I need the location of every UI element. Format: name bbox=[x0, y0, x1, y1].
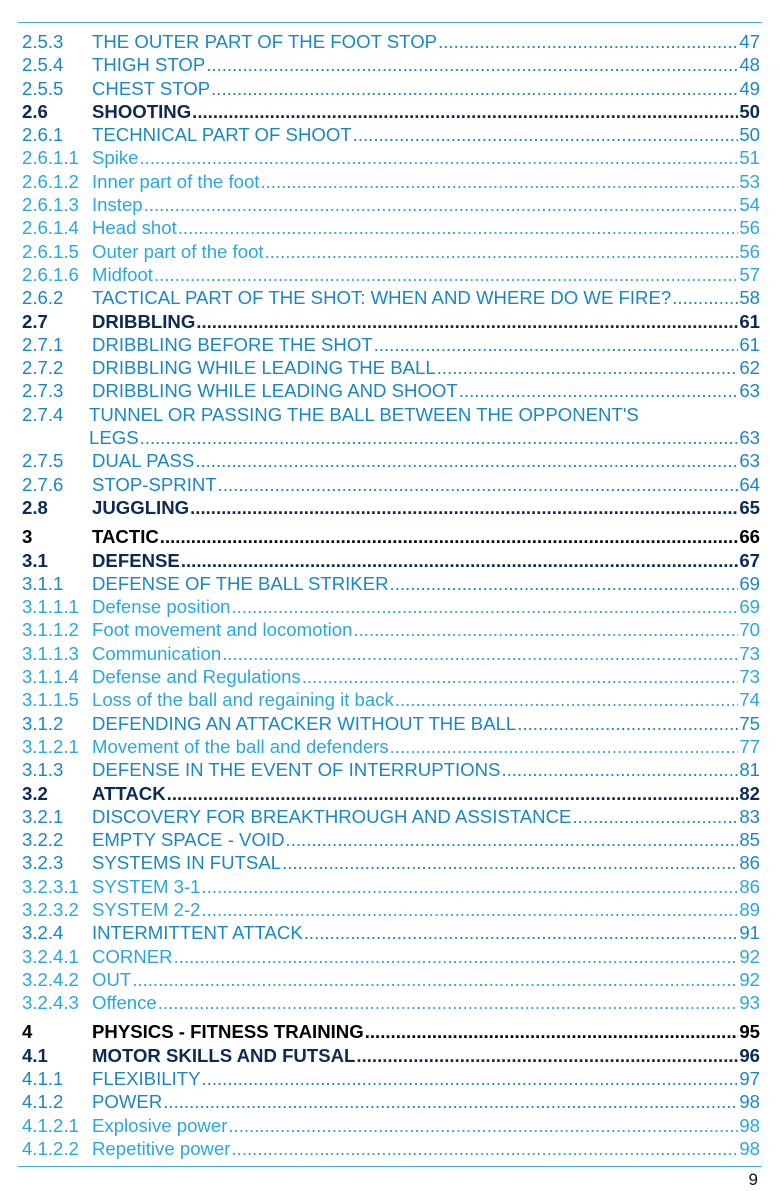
toc-leader-dots bbox=[144, 193, 739, 216]
toc-entry-page: 73 bbox=[739, 642, 760, 664]
toc-entry[interactable] bbox=[22, 449, 760, 472]
toc-entry-title: STOP-SPRINT bbox=[92, 473, 217, 495]
toc-leader-dots bbox=[181, 549, 738, 572]
toc-entry[interactable] bbox=[22, 898, 760, 921]
toc-entry-title: POWER bbox=[92, 1091, 163, 1113]
toc-entry-page: 98 bbox=[739, 1091, 760, 1113]
toc-entry-page: 54 bbox=[739, 194, 760, 216]
toc-entry-page: 63 bbox=[739, 450, 760, 472]
toc-entry-page: 50 bbox=[739, 124, 760, 146]
toc-leader-dots bbox=[222, 642, 738, 665]
toc-entry-page: 81 bbox=[739, 759, 760, 781]
toc-entry-page: 67 bbox=[739, 549, 760, 571]
toc-entry-number: 3.2.3.2 bbox=[22, 898, 79, 920]
toc-entry-page: 63 bbox=[739, 380, 760, 402]
toc-entry-number: 3.1.2 bbox=[22, 712, 64, 734]
toc-entry[interactable] bbox=[22, 356, 760, 379]
toc-leader-dots bbox=[178, 216, 739, 239]
toc-leader-dots bbox=[202, 1067, 739, 1090]
toc-entry-page: 53 bbox=[739, 170, 760, 192]
toc-leader-dots bbox=[390, 735, 739, 758]
toc-entry-page: 51 bbox=[739, 147, 760, 169]
toc-entry[interactable] bbox=[22, 688, 760, 711]
toc-leader-dots bbox=[158, 991, 739, 1014]
toc-entry-title: THIGH STOP bbox=[92, 54, 206, 76]
toc-entry-number: 2.7 bbox=[22, 310, 48, 332]
toc-entry[interactable] bbox=[22, 851, 760, 874]
toc-entry-number: 3.2.4.3 bbox=[22, 992, 79, 1014]
toc-leader-dots bbox=[282, 851, 738, 874]
toc-entry-number: 4.1.2.2 bbox=[22, 1137, 79, 1159]
toc-entry-number: 3.2.4.2 bbox=[22, 968, 79, 990]
toc-entry-title: Midfoot bbox=[92, 263, 153, 285]
toc-entry[interactable] bbox=[22, 216, 760, 239]
toc-entry-page: 69 bbox=[739, 572, 760, 594]
toc-entry-page: 63 bbox=[739, 427, 760, 449]
toc-leader-dots bbox=[190, 496, 738, 519]
toc-leader-dots bbox=[160, 525, 739, 548]
toc-entry-number: 3.2.3 bbox=[22, 852, 64, 874]
toc-entry-number: 4.1 bbox=[22, 1044, 48, 1066]
toc-entry[interactable] bbox=[22, 805, 760, 828]
toc-entry-title: Defense and Regulations bbox=[92, 666, 301, 688]
toc-entry-title: DISCOVERY FOR BREAKTHROUGH AND ASSISTANCE bbox=[92, 805, 572, 827]
toc-leader-dots bbox=[192, 100, 738, 123]
toc-leader-dots bbox=[232, 595, 739, 618]
toc-entry-title: Spike bbox=[92, 147, 139, 169]
toc-entry[interactable] bbox=[22, 945, 760, 968]
toc-entry-title: Head shot bbox=[92, 217, 177, 239]
toc-leader-dots bbox=[356, 1044, 738, 1067]
toc-leader-dots bbox=[517, 712, 738, 735]
toc-leader-dots bbox=[395, 688, 738, 711]
toc-entry-number: 2.7.5 bbox=[22, 450, 64, 472]
toc-entry[interactable] bbox=[22, 263, 760, 286]
toc-entry-title: DRIBBLING WHILE LEADING AND SHOOT bbox=[92, 380, 458, 402]
toc-leader-dots bbox=[211, 77, 738, 100]
toc-entry-page: 56 bbox=[739, 240, 760, 262]
toc-entry-number: 3.2.4.1 bbox=[22, 945, 79, 967]
toc-leader-dots bbox=[365, 1020, 739, 1043]
toc-entry-page: 86 bbox=[739, 852, 760, 874]
toc-entry[interactable] bbox=[22, 333, 760, 356]
toc-entry-number: 2.6 bbox=[22, 100, 48, 122]
toc-leader-dots bbox=[304, 921, 739, 944]
toc-entry-title: Instep bbox=[92, 194, 143, 216]
toc-entry[interactable] bbox=[22, 1137, 760, 1160]
toc-entry-page: 65 bbox=[739, 496, 760, 518]
toc-entry-page: 49 bbox=[739, 77, 760, 99]
toc-entry[interactable] bbox=[22, 146, 760, 169]
toc-entry[interactable] bbox=[22, 642, 760, 665]
toc-entry-number: 2.7.4 bbox=[22, 403, 64, 425]
toc-entry-title: INTERMITTENT ATTACK bbox=[92, 922, 303, 944]
toc-entry-title: DEFENSE OF THE BALL STRIKER bbox=[92, 572, 389, 594]
page-number: 9 bbox=[748, 1170, 758, 1189]
toc-entry[interactable] bbox=[22, 1067, 760, 1090]
toc-entry[interactable] bbox=[22, 496, 760, 519]
toc-entry-number: 3.2.1 bbox=[22, 805, 64, 827]
toc-entry-page: 97 bbox=[739, 1068, 760, 1090]
toc-entry-number: 3.2.3.1 bbox=[22, 875, 79, 897]
toc-entry-title: TACTIC bbox=[92, 526, 159, 548]
toc-entry-number: 4.1.2.1 bbox=[22, 1114, 79, 1136]
top-rule bbox=[18, 22, 762, 23]
toc-entry-title: OUT bbox=[92, 968, 132, 990]
toc-entry-number: 3.2.4 bbox=[22, 922, 64, 944]
toc-entry[interactable] bbox=[22, 549, 760, 572]
toc-entry[interactable] bbox=[22, 572, 760, 595]
toc-entry-page: 61 bbox=[739, 333, 760, 355]
toc-entry[interactable] bbox=[22, 1114, 760, 1137]
toc-entry-number: 4 bbox=[22, 1021, 33, 1043]
toc-entry-title: CORNER bbox=[92, 945, 173, 967]
toc-entry[interactable] bbox=[22, 525, 760, 548]
toc-entry-page: 48 bbox=[739, 54, 760, 76]
toc-entry-number: 3.2 bbox=[22, 782, 48, 804]
toc-entry[interactable] bbox=[22, 991, 760, 1014]
toc-leader-dots bbox=[572, 805, 738, 828]
toc-entry-page: 50 bbox=[739, 100, 760, 122]
toc-entry-number: 3.1.1.5 bbox=[22, 689, 79, 711]
toc-entry-number: 2.6.1.4 bbox=[22, 217, 79, 239]
toc-entry-title: CHEST STOP bbox=[92, 77, 211, 99]
toc-entry-page: 70 bbox=[739, 619, 760, 641]
toc-leader-dots bbox=[437, 356, 739, 379]
toc-entry[interactable] bbox=[22, 735, 760, 758]
toc-entry-title: TACTICAL PART OF THE SHOT: WHEN AND WHERE DO WE FIRE? bbox=[92, 287, 672, 309]
toc-entry-number: 3 bbox=[22, 526, 33, 548]
toc-entry-title: DRIBBLING WHILE LEADING THE BALL bbox=[92, 357, 436, 379]
toc-entry-title: Repetitive power bbox=[92, 1137, 231, 1159]
toc-entry-title: MOTOR SKILLS AND FUTSAL bbox=[92, 1044, 356, 1066]
toc-entry[interactable] bbox=[22, 77, 760, 100]
toc-entry-page: 58 bbox=[739, 287, 760, 309]
toc-leader-dots bbox=[228, 1114, 738, 1137]
toc-entry-page: 62 bbox=[739, 357, 760, 379]
toc-entry-number: 2.5.3 bbox=[22, 31, 64, 52]
toc-entry-number: 2.6.1 bbox=[22, 124, 64, 146]
toc-entry-page: 73 bbox=[739, 666, 760, 688]
toc-entry-page: 95 bbox=[739, 1021, 760, 1043]
toc-entry-number: 2.6.1.2 bbox=[22, 170, 79, 192]
toc-entry-number: 3.1 bbox=[22, 549, 48, 571]
toc-entry-title: THE OUTER PART OF THE FOOT STOP bbox=[92, 31, 438, 52]
toc-entry-number: 2.6.2 bbox=[22, 287, 64, 309]
toc-entry-page: 75 bbox=[739, 712, 760, 734]
toc-leader-dots bbox=[154, 263, 738, 286]
toc-entry-number: 4.1.2 bbox=[22, 1091, 64, 1113]
toc-entry-number: 2.5.5 bbox=[22, 77, 64, 99]
toc-entry-page: 69 bbox=[739, 596, 760, 618]
toc-entry[interactable] bbox=[22, 193, 760, 216]
toc-entry-page: 82 bbox=[739, 782, 760, 804]
toc-leader-dots bbox=[132, 968, 738, 991]
toc-entry[interactable] bbox=[22, 240, 760, 263]
toc-entry-number: 2.8 bbox=[22, 496, 48, 518]
toc-entry[interactable] bbox=[22, 968, 760, 991]
toc-leader-dots bbox=[459, 379, 739, 402]
toc-leader-dots bbox=[202, 875, 739, 898]
toc-leader-dots bbox=[140, 426, 739, 449]
toc-entry-page: 47 bbox=[739, 31, 760, 52]
toc-entry-page: 92 bbox=[739, 968, 760, 990]
toc-leader-dots bbox=[286, 828, 739, 851]
toc-entry-number: 2.7.1 bbox=[22, 333, 64, 355]
toc-entry-title: Defense position bbox=[92, 596, 231, 618]
toc-entry-number: 2.6.1.5 bbox=[22, 240, 79, 262]
toc-entry-continuation[interactable] bbox=[22, 426, 760, 449]
toc-entry-title: SYSTEM 3-1 bbox=[92, 875, 201, 897]
toc-leader-dots bbox=[672, 286, 738, 309]
toc-entry-page: 64 bbox=[739, 473, 760, 495]
toc-entry-page: 56 bbox=[739, 217, 760, 239]
toc-leader-dots bbox=[438, 30, 738, 53]
toc-leader-dots bbox=[206, 53, 738, 76]
toc-entry-number: 3.1.1.3 bbox=[22, 642, 79, 664]
toc-entry-title-cont: LEGS bbox=[89, 427, 139, 449]
toc-entry-title: PHYSICS - FITNESS TRAINING bbox=[92, 1021, 364, 1043]
toc-entry-title: SYSTEM 2-2 bbox=[92, 898, 201, 920]
toc-entry-title: Foot movement and locomotion bbox=[92, 619, 353, 641]
toc-entry-title: DRIBBLING BEFORE THE SHOT bbox=[92, 333, 373, 355]
toc-entry-title: Offence bbox=[92, 992, 157, 1014]
toc-entry-title: DRIBBLING bbox=[92, 310, 196, 332]
toc-entry-page: 66 bbox=[739, 526, 760, 548]
toc-entry-number: 3.1.2.1 bbox=[22, 735, 79, 757]
toc-leader-dots bbox=[353, 123, 739, 146]
toc-entry-title: Movement of the ball and defenders bbox=[92, 735, 389, 757]
toc-entry-page: 74 bbox=[739, 689, 760, 711]
toc-leader-dots bbox=[374, 333, 739, 356]
toc-entry[interactable] bbox=[22, 1090, 760, 1113]
toc-entry-page: 86 bbox=[739, 875, 760, 897]
toc-entry-number: 3.1.1.1 bbox=[22, 596, 79, 618]
toc-leader-dots bbox=[174, 945, 739, 968]
toc-entry-title: SHOOTING bbox=[92, 100, 192, 122]
toc-entry[interactable] bbox=[22, 53, 760, 76]
toc-entry-title: ATTACK bbox=[92, 782, 166, 804]
toc-entry[interactable] bbox=[22, 403, 760, 426]
toc-entry-title: EMPTY SPACE - VOID bbox=[92, 829, 285, 851]
toc-entry-number: 3.1.1.2 bbox=[22, 619, 79, 641]
toc-entry[interactable] bbox=[22, 286, 760, 309]
toc-entry-title: DUAL PASS bbox=[92, 450, 195, 472]
toc-entry-title: TUNNEL OR PASSING THE BALL BETWEEN THE OPPONENT'S bbox=[89, 403, 639, 425]
toc-leader-dots bbox=[501, 758, 738, 781]
toc-entry-title: Inner part of the foot bbox=[92, 170, 260, 192]
toc-entry[interactable] bbox=[22, 473, 760, 496]
toc-entry-number: 2.6.1.1 bbox=[22, 147, 79, 169]
toc-leader-dots bbox=[167, 782, 739, 805]
toc-entry[interactable] bbox=[22, 1044, 760, 1067]
toc-entry[interactable] bbox=[22, 782, 760, 805]
toc-entry-page: 91 bbox=[739, 922, 760, 944]
toc-entry-title: SYSTEMS IN FUTSAL bbox=[92, 852, 282, 874]
toc-entry-title: DEFENDING AN ATTACKER WITHOUT THE BALL bbox=[92, 712, 517, 734]
toc-entry-number: 3.1.1 bbox=[22, 572, 64, 594]
toc-entry-page: 77 bbox=[739, 735, 760, 757]
toc-leader-dots bbox=[302, 665, 739, 688]
toc-entry-title: Communication bbox=[92, 642, 222, 664]
toc-leader-dots bbox=[218, 473, 739, 496]
toc-entry-page: 85 bbox=[739, 829, 760, 851]
toc-entry-number: 2.7.6 bbox=[22, 473, 64, 495]
toc-entry-number: 2.7.2 bbox=[22, 357, 64, 379]
bottom-rule bbox=[18, 1166, 762, 1167]
toc-entry[interactable] bbox=[22, 665, 760, 688]
toc-entry-page: 89 bbox=[739, 898, 760, 920]
toc-entry[interactable] bbox=[22, 170, 760, 193]
toc-leader-dots bbox=[390, 572, 739, 595]
toc-entry-title: TECHNICAL PART OF SHOOT bbox=[92, 124, 352, 146]
toc-entry[interactable] bbox=[22, 875, 760, 898]
toc-entry[interactable] bbox=[22, 595, 760, 618]
toc-leader-dots bbox=[260, 170, 738, 193]
toc-entry-page: 92 bbox=[739, 945, 760, 967]
toc-leader-dots bbox=[265, 240, 739, 263]
toc-entry-number: 2.6.1.6 bbox=[22, 263, 79, 285]
toc-leader-dots bbox=[195, 449, 738, 472]
toc-entry[interactable] bbox=[22, 758, 760, 781]
toc-leader-dots bbox=[202, 898, 739, 921]
toc-leader-dots bbox=[232, 1137, 739, 1160]
toc-entry-page: 83 bbox=[739, 805, 760, 827]
toc-entry-page: 96 bbox=[739, 1044, 760, 1066]
toc-entry-number: 2.6.1.3 bbox=[22, 194, 79, 216]
toc-entry[interactable] bbox=[22, 100, 760, 123]
toc-entry[interactable] bbox=[22, 310, 760, 333]
toc-entry[interactable] bbox=[22, 1020, 760, 1043]
toc-entry-title: DEFENSE bbox=[92, 549, 180, 571]
toc-entry-number: 4.1.1 bbox=[22, 1068, 64, 1090]
toc-entry[interactable] bbox=[22, 921, 760, 944]
toc-entry-title: FLEXIBILITY bbox=[92, 1068, 201, 1090]
toc-entry[interactable] bbox=[22, 712, 760, 735]
toc-entry-title: JUGGLING bbox=[92, 496, 190, 518]
toc-entry[interactable] bbox=[22, 30, 760, 53]
toc-entry-page: 61 bbox=[739, 310, 760, 332]
toc-leader-dots bbox=[140, 146, 739, 169]
toc-entry-page: 57 bbox=[739, 263, 760, 285]
toc-entry-title: Outer part of the foot bbox=[92, 240, 264, 262]
table-of-contents bbox=[22, 30, 760, 1160]
toc-entry-number: 3.2.2 bbox=[22, 829, 64, 851]
toc-entry-title: Loss of the ball and regaining it back bbox=[92, 689, 394, 711]
toc-entry[interactable] bbox=[22, 379, 760, 402]
toc-entry[interactable] bbox=[22, 123, 760, 146]
toc-entry-page: 98 bbox=[739, 1114, 760, 1136]
toc-entry-number: 2.7.3 bbox=[22, 380, 64, 402]
toc-leader-dots bbox=[196, 310, 738, 333]
toc-entry-number: 2.5.4 bbox=[22, 54, 64, 76]
toc-leader-dots bbox=[353, 618, 738, 641]
toc-entry[interactable] bbox=[22, 618, 760, 641]
toc-entry-title: Explosive power bbox=[92, 1114, 228, 1136]
toc-entry-number: 3.1.3 bbox=[22, 759, 64, 781]
toc-entry-page: 93 bbox=[739, 992, 760, 1014]
toc-leader-dots bbox=[163, 1090, 738, 1113]
toc-entry-title: DEFENSE IN THE EVENT OF INTERRUPTIONS bbox=[92, 759, 501, 781]
toc-entry[interactable] bbox=[22, 828, 760, 851]
toc-entry-number: 3.1.1.4 bbox=[22, 666, 79, 688]
toc-entry-page: 98 bbox=[739, 1137, 760, 1159]
